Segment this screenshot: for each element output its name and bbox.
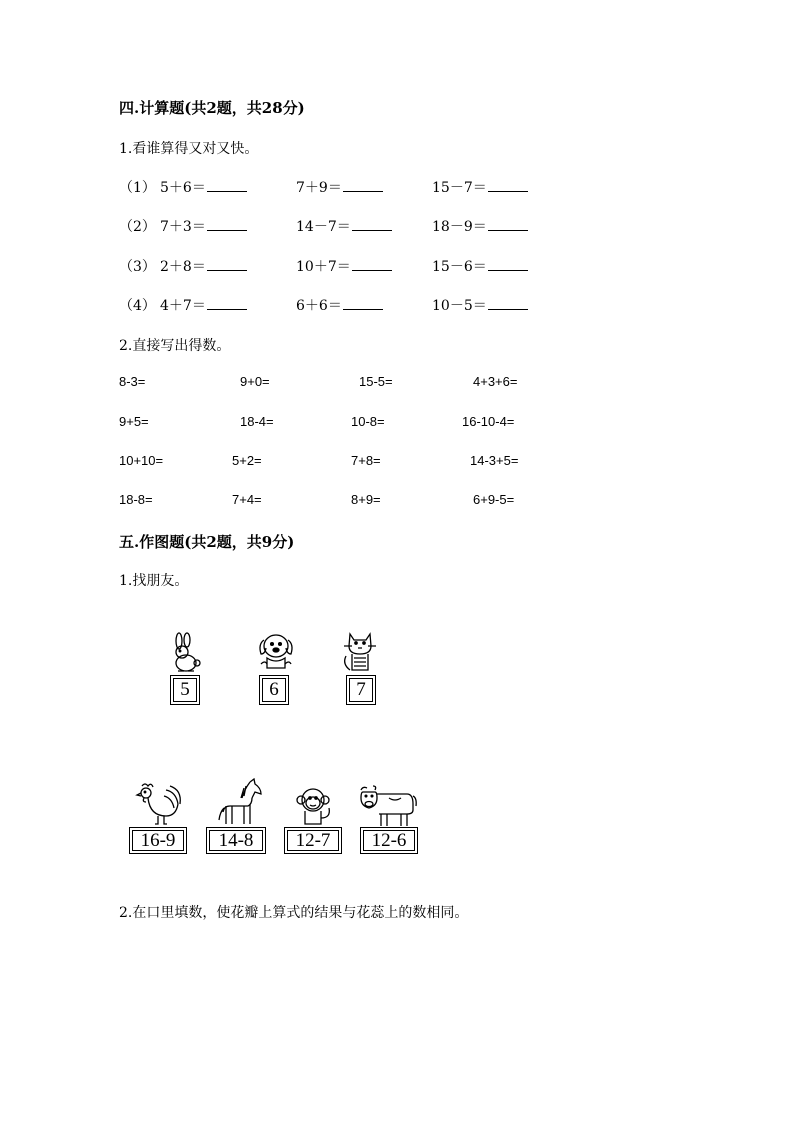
mental-math-item: 6+9-5=: [473, 492, 515, 507]
expression: 18－9＝: [432, 219, 487, 235]
problem: [432, 256, 528, 276]
mental-math-item: 18-8=: [119, 492, 153, 507]
problem: [160, 256, 247, 276]
expression: 7＋3＝: [160, 219, 206, 235]
problem: [160, 295, 247, 315]
answer-blank[interactable]: [488, 179, 528, 192]
monkey-icon: [295, 786, 335, 828]
number-card: [346, 675, 376, 705]
expression: 14－7＝: [296, 219, 351, 235]
expression-value: 16-9: [140, 829, 176, 851]
expression-card: [360, 827, 418, 854]
answer-blank[interactable]: [488, 218, 528, 231]
answer-blank[interactable]: [207, 297, 247, 310]
number-value: 7: [356, 679, 366, 700]
mental-math-item: 14-3+5=: [470, 453, 519, 468]
number-card: [259, 675, 289, 705]
answer-blank[interactable]: [207, 218, 247, 231]
mental-math-item: 5+2=: [232, 453, 262, 468]
expression-card: [206, 827, 266, 854]
cow-icon: [357, 784, 419, 828]
mental-math-item: 9+0=: [240, 374, 270, 389]
problem: [160, 177, 247, 197]
row-label: （1）: [119, 180, 156, 196]
flower-question-prompt: 2.在口里填数，使花瓣上算式的结果与花蕊上的数相同。: [119, 905, 469, 921]
mental-math-item: 8-3=: [119, 374, 146, 389]
problem: [296, 177, 383, 197]
answer-blank[interactable]: [352, 258, 392, 271]
problem: [160, 216, 247, 236]
answer-blank[interactable]: [488, 297, 528, 310]
mental-math-item: 16-10-4=: [462, 414, 515, 429]
rooster-icon: [132, 782, 186, 828]
answer-blank[interactable]: [352, 218, 392, 231]
mental-math-item: 15-5=: [359, 374, 393, 389]
problem: [432, 295, 528, 315]
expression: 15－7＝: [432, 180, 487, 196]
mental-math-item: 18-4=: [240, 414, 274, 429]
problem: [296, 256, 392, 276]
expression: 7＋9＝: [296, 180, 342, 196]
number-value: 5: [180, 679, 190, 700]
problem: [296, 216, 392, 236]
mental-math-item: 10-8=: [351, 414, 385, 429]
expression: 5＋6＝: [160, 180, 206, 196]
cat-icon: [340, 628, 380, 674]
mental-math-item: 9+5=: [119, 414, 149, 429]
mental-math-item: 7+4=: [232, 492, 262, 507]
expression: 6＋6＝: [296, 298, 342, 314]
expression-value: 12-7: [295, 829, 331, 851]
expression-card: [129, 827, 187, 854]
problem: [432, 216, 528, 236]
horse-icon: [216, 778, 264, 828]
expression: 10＋7＝: [296, 259, 351, 275]
question-1-prompt: 1.看谁算得又对又快。: [119, 141, 259, 157]
question-2-prompt: 2.直接写出得数。: [119, 338, 231, 354]
answer-blank[interactable]: [207, 179, 247, 192]
section5-title: 五.作图题(共2题，共9分): [119, 533, 295, 551]
answer-blank[interactable]: [207, 258, 247, 271]
answer-blank[interactable]: [488, 258, 528, 271]
expression: 10－5＝: [432, 298, 487, 314]
answer-blank[interactable]: [343, 179, 383, 192]
expression-value: 12-6: [371, 829, 407, 851]
answer-blank[interactable]: [343, 297, 383, 310]
find-friends-prompt: 1.找朋友。: [119, 573, 189, 589]
mental-math-item: 8+9=: [351, 492, 381, 507]
number-card: [170, 675, 200, 705]
expression-value: 14-8: [218, 829, 254, 851]
problem: [296, 295, 383, 315]
dog-icon: [253, 628, 299, 674]
row-label: （2）: [119, 219, 156, 235]
row-label: （4）: [119, 298, 156, 314]
problem: [432, 177, 528, 197]
mental-math-item: 10+10=: [119, 453, 164, 468]
expression: 4＋7＝: [160, 298, 206, 314]
expression-card: [284, 827, 342, 854]
rabbit-icon: [166, 632, 206, 674]
number-value: 6: [269, 679, 279, 700]
expression: 15－6＝: [432, 259, 487, 275]
mental-math-item: 7+8=: [351, 453, 381, 468]
row-label: （3）: [119, 259, 156, 275]
mental-math-item: 4+3+6=: [473, 374, 518, 389]
section4-title: 四.计算题(共2题，共28分): [119, 99, 305, 117]
expression: 2＋8＝: [160, 259, 206, 275]
